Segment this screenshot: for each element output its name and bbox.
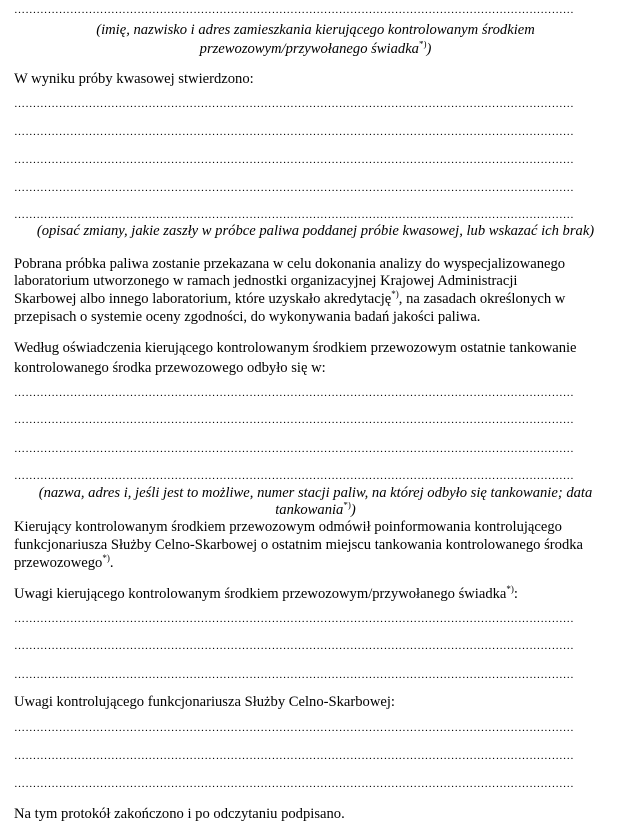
sample-paragraph-line3 bbox=[14, 291, 619, 308]
dotted-line: …………………………………………………………………………………………………………………………………… bbox=[14, 640, 574, 652]
refusal-line3-text: przewozowego bbox=[14, 555, 103, 571]
dotted-line: …………………………………………………………………………………………………………………………………… bbox=[14, 387, 574, 399]
dotted-line: …………………………………………………………………………………………………………………………………… bbox=[14, 669, 574, 681]
closing-statement: Na tym protokół zakończono i po odczytaniu podpisano. bbox=[14, 806, 345, 822]
dotted-line: …………………………………………………………………………………………………………………………………… bbox=[14, 98, 574, 110]
dotted-line: …………………………………………………………………………………………………………………………………… bbox=[14, 722, 574, 734]
dotted-line: …………………………………………………………………………………………………………………………………… bbox=[14, 4, 574, 16]
header-caption-tail: ) bbox=[426, 41, 432, 57]
driver-remarks-text: Uwagi kierującego kontrolowanym środkiem przewozowym/przywołanego świadka bbox=[14, 586, 507, 602]
dotted-line: …………………………………………………………………………………………………………………………………… bbox=[14, 154, 574, 166]
footnote-mark: *) bbox=[506, 584, 514, 595]
dotted-line: …………………………………………………………………………………………………………………………………… bbox=[14, 470, 574, 482]
footnote-mark: *) bbox=[102, 553, 110, 564]
sample-paragraph-line3-tail: , na zasadach określonych w bbox=[398, 291, 566, 307]
refusal-line3 bbox=[14, 555, 619, 572]
header-caption-line2 bbox=[14, 41, 617, 57]
footnote-mark: *) bbox=[343, 502, 351, 511]
dotted-line: …………………………………………………………………………………………………………………………………… bbox=[14, 613, 574, 625]
acid-test-caption: (opisać zmiany, jakie zaszły w próbce paliwa poddanej próbie kwasowej, lub wskazać ich brak) bbox=[36, 223, 595, 239]
officer-remarks-label: Uwagi kontrolującego funkcjonariusza Służby Celno-Skarbowej: bbox=[14, 694, 395, 710]
footnote-mark: *) bbox=[391, 289, 399, 300]
footnote-mark: *) bbox=[418, 41, 427, 50]
sample-paragraph-line3-text: Skarbowej albo innego laboratorium, które uzyskało akredytację bbox=[14, 291, 392, 307]
dotted-line: …………………………………………………………………………………………………………………………………… bbox=[14, 750, 574, 762]
dotted-line: …………………………………………………………………………………………………………………………………… bbox=[14, 209, 574, 221]
refuel-statement-line2: kontrolowanego środka przewozowego odbyło się w: bbox=[14, 360, 326, 376]
header-caption-line1: (imię, nazwisko i adres zamieszkania kierującego kontrolowanym środkiem bbox=[96, 22, 535, 38]
dotted-line: …………………………………………………………………………………………………………………………………… bbox=[14, 778, 574, 790]
dotted-line: …………………………………………………………………………………………………………………………………… bbox=[14, 182, 574, 194]
dotted-line: …………………………………………………………………………………………………………………………………… bbox=[14, 414, 574, 426]
sample-paragraph-line4: przepisach o systemie oceny zgodności, do wykonywania badań jakości paliwa. bbox=[14, 309, 481, 325]
driver-remarks-label bbox=[14, 586, 619, 603]
sample-paragraph-line1: Pobrana próbka paliwa zostanie przekazana w celu dokonania analizy do wyspecjalizowanego bbox=[14, 256, 566, 272]
refusal-line3-tail: . bbox=[109, 555, 114, 571]
refuel-caption-line1: (nazwa, adres i, jeśli jest to możliwe, numer stacji paliw, na której odbyło się tankowanie; data bbox=[38, 485, 593, 501]
sample-paragraph-line2: laboratorium utworzonego w ramach jednostki organizacyjnej Krajowej Administracji bbox=[14, 273, 518, 289]
refuel-statement-line1: Według oświadczenia kierującego kontrolowanym środkiem przewozowym ostatnie tankowanie bbox=[14, 340, 577, 356]
refuel-caption-text: tankowania bbox=[275, 502, 344, 518]
refusal-line1: Kierujący kontrolowanym środkiem przewozowym odmówił poinformowania kontrolującego bbox=[14, 519, 562, 535]
refusal-line2: funkcjonariusza Służby Celno-Skarbowej o ostatnim miejscu tankowania kontrolowanego środka bbox=[14, 537, 584, 553]
acid-test-label: W wyniku próby kwasowej stwierdzono: bbox=[14, 71, 254, 87]
dotted-line: …………………………………………………………………………………………………………………………………… bbox=[14, 126, 574, 138]
driver-remarks-tail: : bbox=[513, 586, 518, 602]
dotted-line: …………………………………………………………………………………………………………………………………… bbox=[14, 443, 574, 455]
refuel-caption-tail: ) bbox=[350, 502, 356, 518]
header-caption-text: przewozowym/przywołanego świadka bbox=[199, 41, 419, 57]
refuel-caption-line2 bbox=[14, 502, 617, 518]
